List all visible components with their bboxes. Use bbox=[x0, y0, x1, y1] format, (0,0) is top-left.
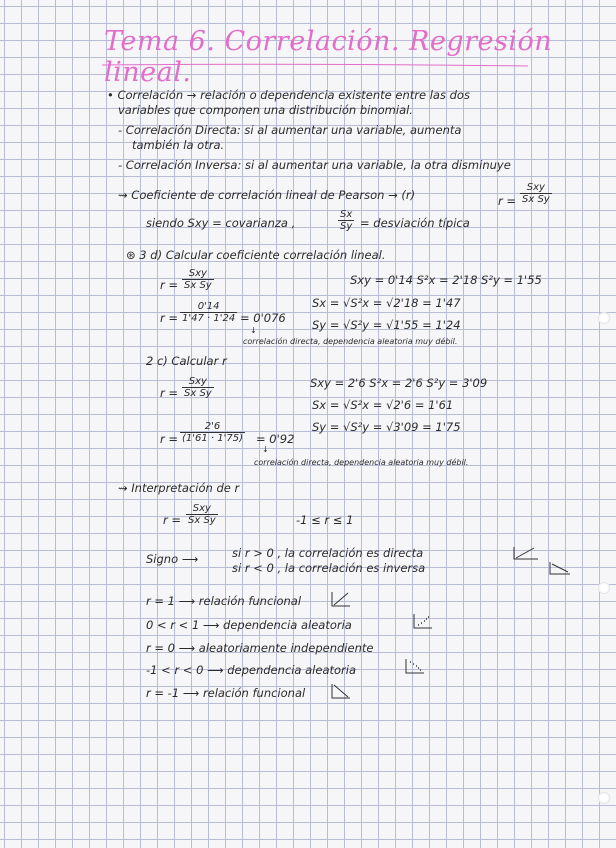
sx-over-sy: $\frac{Sx}{Sy}$ bbox=[340, 209, 353, 232]
desviacion-tipica: = desviación típica bbox=[360, 216, 470, 230]
ex2-r-lhs: r = bbox=[160, 386, 179, 400]
interp-item-4: -1 < r < 0 ⟶ dependencia aleatoria bbox=[146, 663, 357, 677]
interp-r-lhs: r = bbox=[163, 513, 182, 527]
interp-item-2: 0 < r < 1 ⟶ dependencia aleatoria bbox=[146, 618, 352, 632]
ex1-sy: Sy = √S²y = √1'55 = 1'24 bbox=[312, 318, 461, 332]
ex2-r-calc: $\frac{2'6}{(1'61 \cdot 1'75)}$ bbox=[182, 421, 244, 444]
ex1-note: correlación directa, dependencia aleatoria muy débil. bbox=[243, 337, 458, 346]
title-underline bbox=[100, 62, 530, 68]
page-title: Tema 6. Correlación. Regresión lineal. bbox=[104, 26, 553, 88]
signo-positive: si r > 0 , la correlación es directa bbox=[232, 546, 424, 560]
ex2-arrow: ↓ bbox=[262, 445, 269, 454]
directa-line-2: también la otra. bbox=[132, 138, 225, 152]
ex1-arrow: ↓ bbox=[250, 326, 257, 335]
ex2-sy: Sy = √S²y = √3'09 = 1'75 bbox=[312, 420, 461, 434]
ex1-r-calc-lhs: r = bbox=[160, 311, 179, 325]
ex1-result: = 0'076 bbox=[240, 311, 286, 325]
relacion-funcional-negative-sketch bbox=[330, 682, 352, 700]
dependencia-negative-sketch bbox=[404, 657, 426, 675]
ex2-note: correlación directa, dependencia aleatoria muy débil. bbox=[254, 458, 469, 467]
dependencia-positive-sketch bbox=[412, 612, 434, 630]
interp-heading: ⇝ Interpretación de r bbox=[118, 481, 240, 495]
ex1-values: Sxy = 0'14 S²x = 2'18 S²y = 1'55 bbox=[350, 273, 542, 287]
ex1-heading: ⊛ 3 d) Calcular coeficiente correlación lineal. bbox=[126, 248, 386, 262]
ex1-sx: Sx = √S²x = √2'18 = 1'47 bbox=[312, 296, 461, 310]
pearson-heading: ⇝ Coeficiente de correlación lineal de Pearson → (r) bbox=[118, 188, 416, 202]
pearson-formula: Sxy Sx Sy bbox=[522, 182, 550, 205]
pearson-r-lhs: r = bbox=[498, 194, 517, 208]
ex2-r-calc-lhs: r = bbox=[160, 432, 179, 446]
siendo-line: siendo Sxy = covarianza , bbox=[146, 216, 296, 230]
interp-range: -1 ≤ r ≤ 1 bbox=[296, 513, 354, 527]
signo-negative: si r < 0 , la correlación es inversa bbox=[232, 561, 426, 575]
inversa-line: - Correlación Inversa: si al aumentar una variable, la otra disminuye bbox=[118, 158, 511, 172]
interp-formula: Sxy Sx Sy bbox=[188, 503, 216, 526]
signo-label: Signo ⟶ bbox=[146, 552, 199, 566]
ex1-formula: Sxy Sx Sy bbox=[184, 268, 212, 291]
directa-line-1: - Correlación Directa: si al aumentar una variable, aumenta bbox=[118, 123, 462, 137]
interp-item-1: r = 1 ⟶ relación funcional bbox=[146, 594, 302, 608]
ex2-values: Sxy = 2'6 S²x = 2'6 S²y = 3'09 bbox=[310, 376, 488, 390]
intro-line-2: variables que componen una distribución binomial. bbox=[118, 103, 413, 117]
positive-trend-sketch bbox=[512, 545, 540, 561]
ex1-r-calc: $\frac{0'14}{1'47 \cdot 1'24}$ bbox=[182, 301, 236, 324]
ex1-r-lhs: r = bbox=[160, 278, 179, 292]
ex2-sx: Sx = √S²x = √2'6 = 1'61 bbox=[312, 398, 454, 412]
ex2-result: = 0'92 bbox=[256, 432, 295, 446]
ex2-formula: Sxy Sx Sy bbox=[184, 376, 212, 399]
ex2-heading: 2 c) Calcular r bbox=[146, 354, 227, 368]
intro-line-1: • Correlación → relación o dependencia existente entre las dos bbox=[107, 88, 470, 102]
relacion-funcional-positive-sketch bbox=[330, 590, 352, 608]
negative-trend-sketch bbox=[548, 560, 572, 576]
interp-item-5: r = -1 ⟶ relación funcional bbox=[146, 686, 306, 700]
interp-item-3: r = 0 ⟶ aleatoriamente independiente bbox=[146, 641, 374, 655]
